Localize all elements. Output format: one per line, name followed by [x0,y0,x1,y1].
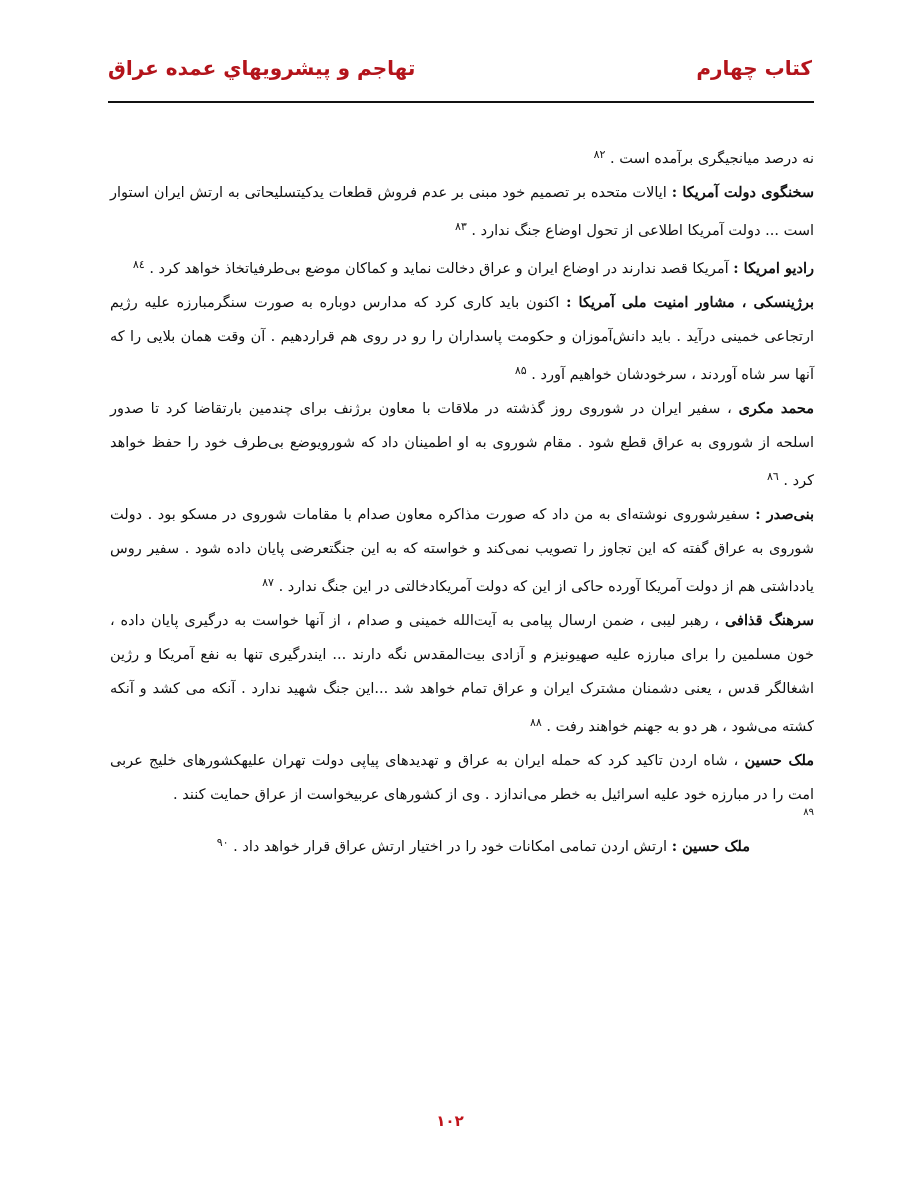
paragraph-text: ، سفیر ایران در شوروی روز گذشته در ملاقات با معاون برژنف برای چندمین بارتقاضا کرد تا صدور اسلحه از شوروی به عراق قطع شود . مقام شوروی به او اطمینان داد که شورویوضع بی‌طرف خود را حفظ خواهد کرد . [110,401,814,489]
speaker: بنی‌صدر : [755,506,814,523]
paragraph-text: آمریکا قصد ندارند در اوضاع ایران و عراق دخالت نماید و کماکان موضع بی‌طرفیاتخاذ خواهد کرد . [149,261,729,277]
page-body [110,138,814,864]
paragraph [110,744,814,812]
paragraph-text: اکنون باید کاری کرد که مدارس دوباره به صورت سنگرمبارزه علیه رژیم ارتجاعی خمینی درآید . باید دانش‌آموزان و حکومت پاسداران را رو در روی هم قراردهیم . آن وقت همان بلایی را که آنها سر شاه آوردند ، سرخودشان خواهیم آورد . [110,295,814,383]
speaker: ملک حسین [744,752,815,769]
paragraph [110,498,814,604]
paragraph-text: ، شاه اردن تاکید کرد که حمله ایران به عراق و تهدیدهای پیاپی دولت تهران علیهکشورهای خلیج عربی امت را در مبارزه خود علیه اسرائیل به خطر می‌اندازد . وی از کشورهای عربیخواست از عراق حمایت کنند . [110,753,814,803]
paragraph-text: نه درصد میانجیگری برآمده است . [610,151,814,167]
chapter-title: تهاجم و پیشرویهاي عمده عراق [108,56,416,80]
paragraph [110,604,814,744]
speaker: برژینسکی ، مشاور امنیت ملی آمریکا : [566,294,815,311]
footnote-ref: ۸۷ [262,576,274,589]
page-number: ۱۰۲ [436,1112,464,1130]
footnote-ref: ۸۹ [803,807,814,818]
speaker: رادیو امریکا : [733,260,814,277]
footnote-ref: ۹۰ [216,836,229,849]
paragraph [110,286,814,392]
footnote-ref: ۸٦ [766,470,779,483]
paragraph [110,176,814,248]
footnote-ref: ۸۲ [593,148,606,161]
paragraph [110,826,814,864]
footnote-ref: ۸۵ [514,364,527,377]
footnote-ref: ۸۸ [529,716,542,729]
paragraph-text: ، رهبر لیبی ، ضمن ارسال پیامی به آیت‌الله خمینی و صدام ، از آنها خواست به درگیری پایان داده ، خون مسلمین را برای مبارزه علیه صهیونیزم و آزادی بیت‌المقدس نگه دارند ... ایندرگیری تنها به نفع آمریکا و رژین اشغالگر قدس ، یعنی دشمنان مشترک ایران و عراق تمام خواهد شد ...این جنگ شهید ندارد . آنکه می کشد و آنکه کشته می‌شود ، هر دو به جهنم خواهند رفت . [110,613,814,735]
header-rule [108,101,814,103]
paragraph-text: ایالات متحده بر تصمیم خود مبنی بر عدم فروش قطعات یدکیتسلیحاتی به ارتش ایران استوار است ... دولت آمریکا اطلاعی از تحول اوضاع جنگ ندارد . [110,185,814,239]
speaker: ملک حسین : [671,838,750,855]
paragraph [110,138,814,176]
paragraph-text: سفیرشوروی نوشته‌ای به من داد که صورت مذاکره معاون صدام با مقامات شوروی در مسکو بود . دولت شوروی به عراق گفته که این تجاوز را تصویب نمی‌کند و خواسته که به این جنگتعرضی پایان داده شود . سفیر روس یادداشتی هم از دولت آمریکا آورده حاکی از این که دولت آمریکادخالتی در این جنگ ندارد . [110,507,814,595]
speaker: محمد مکری [738,400,814,417]
paragraph [110,392,814,498]
speaker: سخنگوی دولت آمریکا : [671,184,815,201]
page-header [108,56,812,88]
speaker: سرهنگ قذافی [724,612,815,629]
book-title: کتاب چهارم [696,56,812,80]
paragraph [110,248,814,286]
paragraph-text: ارتش اردن تمامی امکانات خود را در اختیار ارتش عراق قرار خواهد داد . [233,839,668,855]
footnote-ref: ۸۳ [454,220,467,233]
footnote-ref: ۸٤ [132,258,145,271]
